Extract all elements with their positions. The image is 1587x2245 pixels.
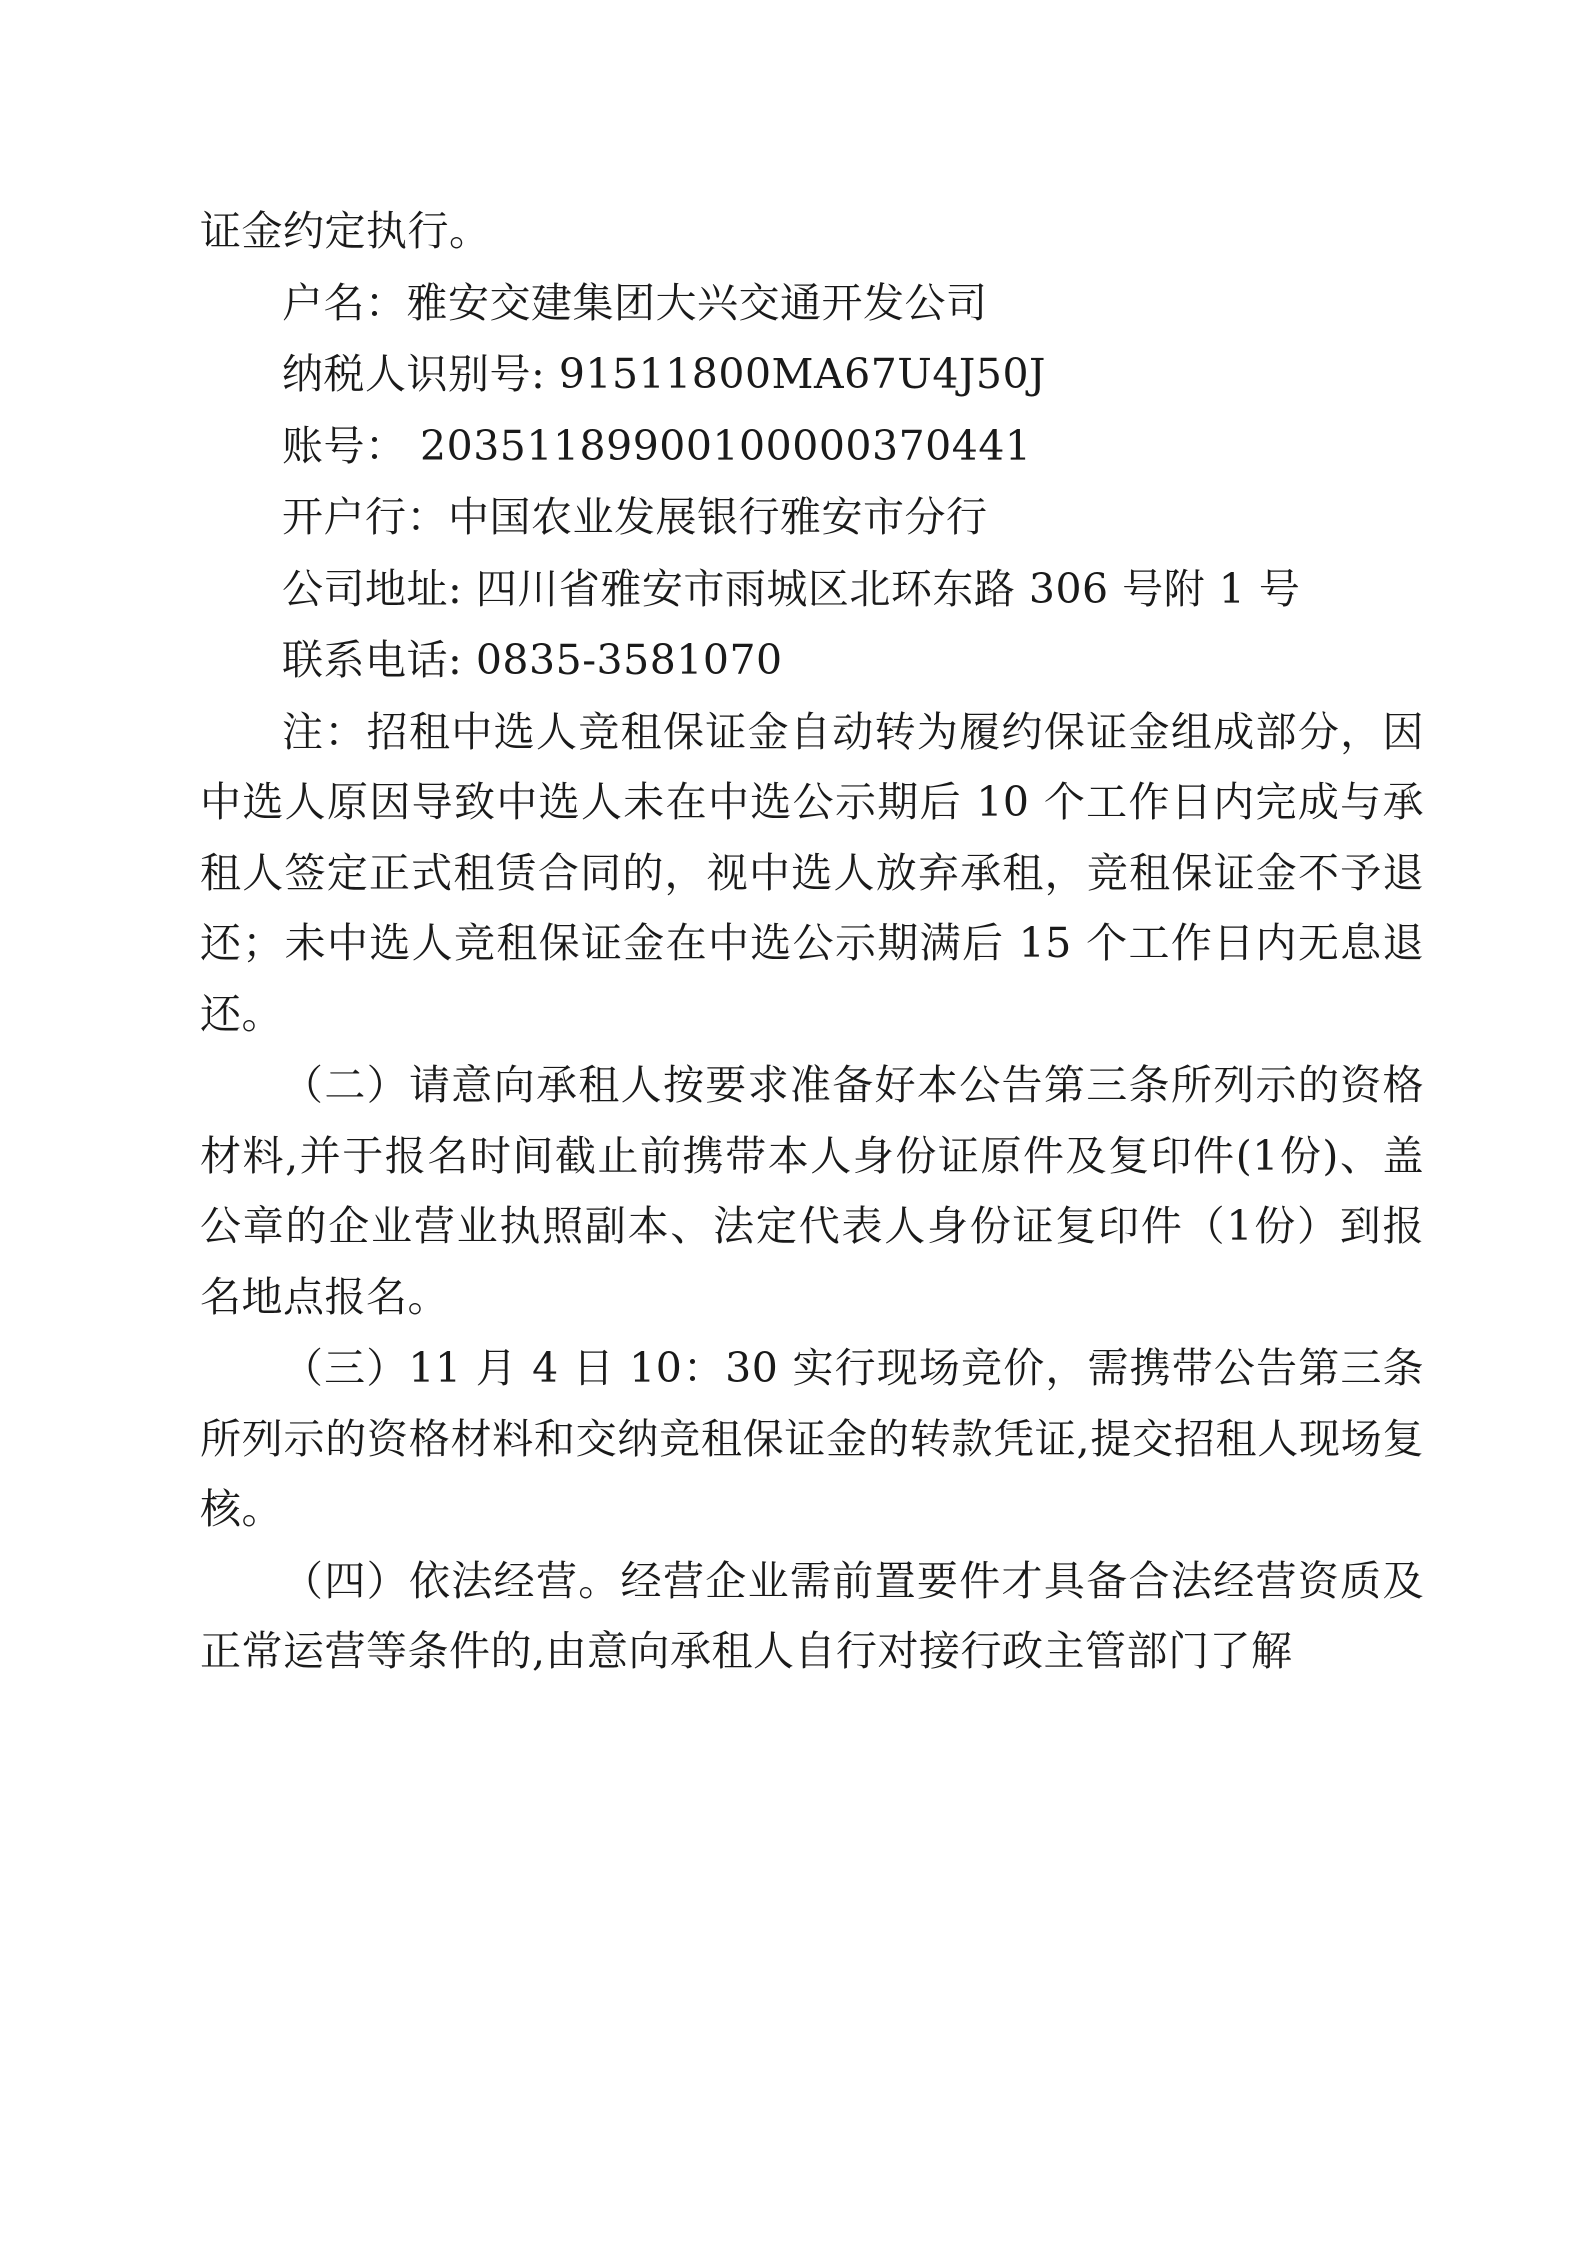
document-body (200, 196, 1424, 1687)
paragraph-account-number: 账号： 20351189900100000370441 (282, 421, 1032, 470)
paragraph-company-address: 公司地址: 四川省雅安市雨城区北环东路 306 号附 1 号 (282, 564, 1301, 613)
paragraph-note-deposit: 注：招租中选人竞租保证金自动转为履约保证金组成部分，因中选人原因导致中选人未在中选公示期后 10 个工作日内完成与承租人签定正式租赁合同的，视中选人放弃承租，竞租保证金不予退还；未中选人竞租保证金在中选公示期满后 15 个工作日内无息退还。 (200, 707, 1424, 1038)
paragraph-item-four: （四）依法经营。经营企业需前置要件才具备合法经营资质及正常运营等条件的,由意向承租人自行对接行政主管部门了解 (200, 1556, 1424, 1676)
paragraph-bank-name: 开户行：中国农业发展银行雅安市分行 (282, 493, 988, 542)
paragraph-taxpayer-id: 纳税人识别号: 91511800MA67U4J50J (282, 350, 1046, 399)
paragraph-item-three: （三）11 月 4 日 10：30 实行现场竞价，需携带公告第三条所列示的资格材料和交纳竞租保证金的转款凭证,提交招租人现场复核。 (200, 1344, 1424, 1534)
paragraph-item-two: （二）请意向承租人按要求准备好本公告第三条所列示的资格材料,并于报名时间截止前携带本人身份证原件及复印件(1份)、盖公章的企业营业执照副本、法定代表人身份证复印件（1份）到报名地点报名。 (200, 1061, 1424, 1321)
paragraph-account-name: 户名：雅安交建集团大兴交通开发公司 (282, 278, 988, 327)
paragraph-continuation-line: 证金约定执行。 (200, 207, 491, 255)
paragraph-contact-phone: 联系电话: 0835-3581070 (282, 636, 783, 685)
